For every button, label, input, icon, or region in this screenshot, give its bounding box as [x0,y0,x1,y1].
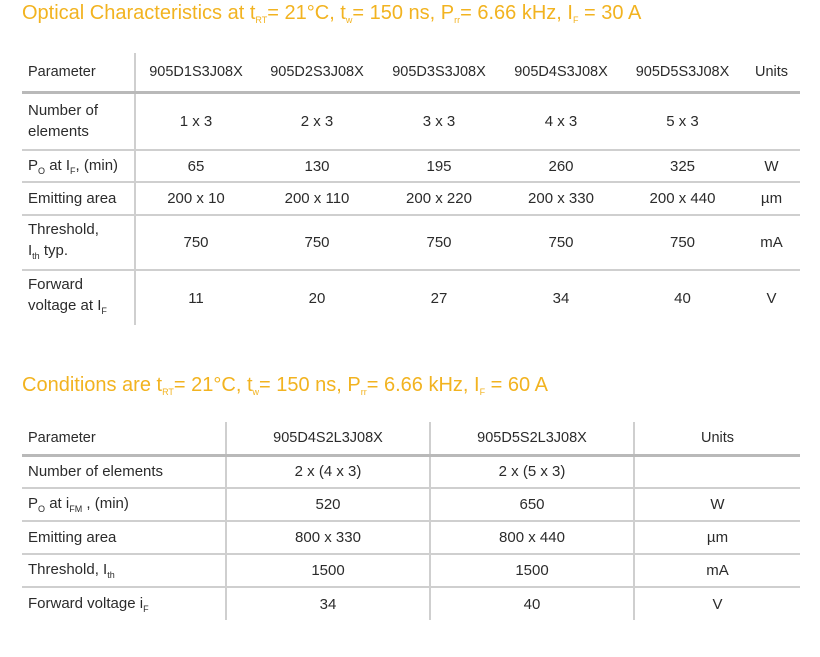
table-cell: 520 [226,488,430,521]
column-header-905D4S2L3J08X: 905D4S2L3J08X [226,422,430,455]
unit-cell [634,455,800,488]
column-header-905D2S3J08X: 905D2S3J08X [256,53,378,92]
unit-cell: V [766,289,777,307]
table-cell: 200 x 10 [135,182,256,215]
unit-cell: V [712,595,723,613]
column-header-parameter: Parameter [22,422,226,455]
row-label-number-of-elements: Number of elements [22,455,226,488]
table-row [22,554,800,587]
table-cell: 195 [378,150,500,182]
table-cell: 650 [430,488,634,521]
table-cell: 325 [622,150,743,182]
row-label-threshold: Threshold, $I_{th}$ typ. [22,215,135,270]
table-cell: 2 x (4 x 3) [226,455,430,488]
table-row [22,150,800,182]
table-cell: 1 x 3 [135,92,256,150]
table-cell: 1500 [226,554,430,587]
table-cell: 200 x 440 [622,182,743,215]
table-cell: 200 x 220 [378,182,500,215]
table-cell: 3 x 3 [378,92,500,150]
row-label-threshold: Threshold, $I_{th}$ [22,554,226,587]
table-cell: 1500 [430,554,634,587]
unit-cell: µm [743,182,800,215]
row-label-number-of-elements: Number of elements [22,92,135,150]
table-cell: 200 x 330 [500,182,622,215]
optical-characteristics-table [22,53,800,325]
row-label-emitting-area: Emitting area [22,182,135,215]
table-cell: 2 x 3 [256,92,378,150]
table-cell: 750 [256,215,378,270]
column-header-905D5S2L3J08X: 905D5S2L3J08X [430,422,634,455]
table-cell: 40 [674,289,691,307]
unit-cell: W [743,150,800,182]
table-row [22,215,800,270]
row-label-emitting-area: Emitting area [22,521,226,554]
column-header-parameter: Parameter [22,53,135,92]
table-row [22,270,800,325]
table-cell: 2 x (5 x 3) [430,455,634,488]
column-header-units: Units [634,422,800,455]
table-cell: 200 x 110 [256,182,378,215]
unit-cell: mA [634,554,800,587]
table-cell: 750 [500,215,622,270]
table-cell: 800 x 330 [226,521,430,554]
section1-heading: Optical Characteristics at $t_{RT}= 21^\circ C$, $t_w= 150$ ns, $P_{rr}= 6.66$ kHz, $I_F = 30$ A [22,2,642,25]
table-header-row [22,422,800,455]
unit-cell: µm [634,521,800,554]
table-row [22,587,800,620]
column-header-905D3S3J08X: 905D3S3J08X [378,53,500,92]
row-label-power-output: $P_O$ at $I_F$, (min) [22,150,135,182]
table-cell: 40 [430,587,634,620]
table-header-row [22,53,800,92]
table-cell: 27 [430,289,448,307]
table-row [22,92,800,150]
table-row [22,182,800,215]
unit-cell: mA [743,215,800,270]
row-label-power-output: $P_O$ at $i_{FM}$ , (min) [22,488,226,521]
column-header-units: Units [743,53,800,92]
conditions-table [22,422,800,620]
table-cell: 800 x 440 [430,521,634,554]
row-label-forward-voltage: Forward voltage at $I_F$ [22,270,135,325]
table-cell: 34 [552,289,570,307]
table-row [22,455,800,488]
table-cell: 34 [226,587,430,620]
table-cell: 260 [500,150,622,182]
column-header-905D4S3J08X: 905D4S3J08X [500,53,622,92]
unit-cell: W [634,488,800,521]
section2-heading: Conditions are $t_{RT}= 21^\circ C$, $t_w= 150$ ns, $P_{rr}= 6.66$ kHz, $I_F = 60$ A [22,374,548,397]
row-label-forward-voltage: Forward voltage $i_F$ [22,587,226,620]
table-cell: 750 [622,215,743,270]
column-header-905D5S3J08X: 905D5S3J08X [622,53,743,92]
table-cell: 750 [135,215,256,270]
table-row [22,521,800,554]
unit-cell [743,92,800,150]
table-cell: 11 [188,289,204,307]
table-cell: 65 [135,150,256,182]
table-cell: 20 [308,289,326,307]
table-row [22,488,800,521]
column-header-905D1S3J08X: 905D1S3J08X [135,53,256,92]
table-cell: 750 [378,215,500,270]
table-cell: 4 x 3 [500,92,622,150]
table-cell: 130 [256,150,378,182]
table-cell: 5 x 3 [622,92,743,150]
